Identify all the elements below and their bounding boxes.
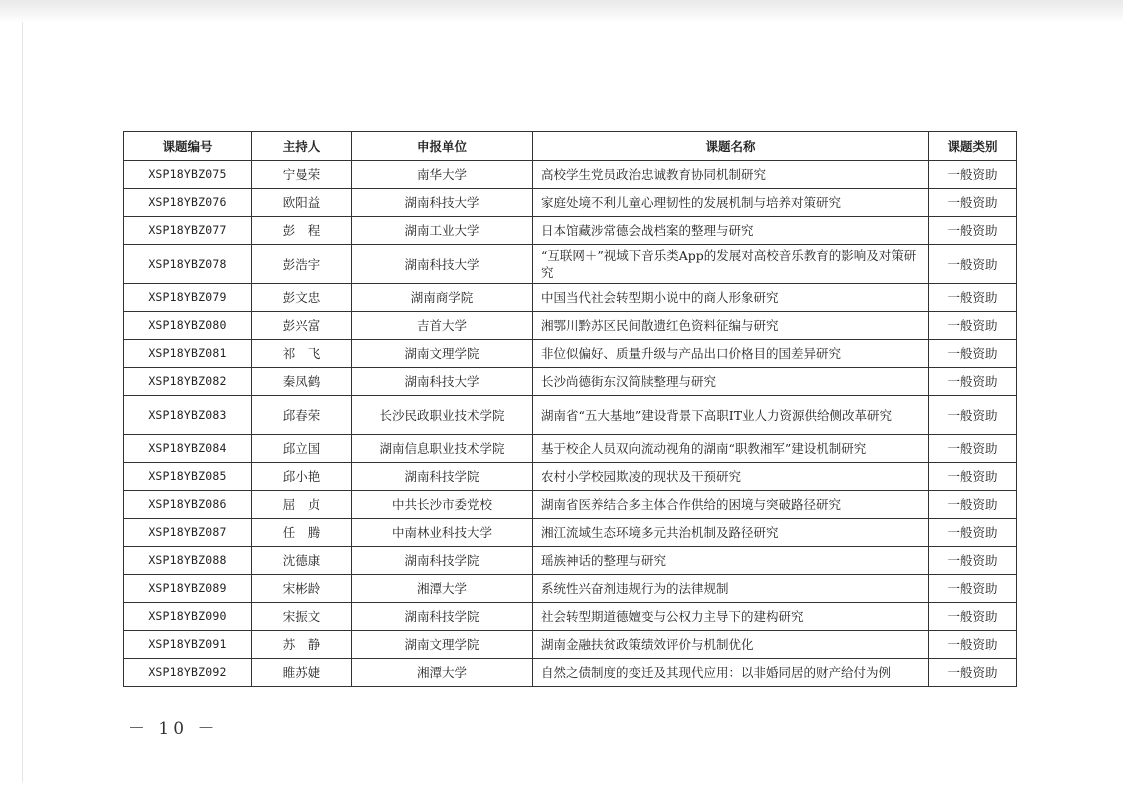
cell-title: 非位似偏好、质量升级与产品出口价格目的国差异研究 [533, 340, 929, 368]
cell-title: 高校学生党员政治忠诚教育协同机制研究 [533, 161, 929, 189]
cell-title: 日本馆藏涉常德会战档案的整理与研究 [533, 217, 929, 245]
cell-code: XSP18YBZ080 [124, 312, 252, 340]
cell-title: 湖南金融扶贫政策绩效评价与机制优化 [533, 631, 929, 659]
cell-host: 睢苏婕 [252, 659, 352, 687]
cell-unit: 湖南商学院 [352, 284, 533, 312]
cell-code: XSP18YBZ081 [124, 340, 252, 368]
cell-code: XSP18YBZ077 [124, 217, 252, 245]
table-row [124, 575, 1017, 603]
cell-code: XSP18YBZ088 [124, 547, 252, 575]
cell-unit: 吉首大学 [352, 312, 533, 340]
cell-category: 一般资助 [929, 189, 1017, 217]
cell-code: XSP18YBZ086 [124, 491, 252, 519]
cell-host: 欧阳益 [252, 189, 352, 217]
cell-category: 一般资助 [929, 312, 1017, 340]
table-row [124, 435, 1017, 463]
cell-unit: 湖南科技大学 [352, 368, 533, 396]
cell-code: XSP18YBZ075 [124, 161, 252, 189]
cell-host: 邱立国 [252, 435, 352, 463]
table-row [124, 340, 1017, 368]
cell-category: 一般资助 [929, 368, 1017, 396]
table-row [124, 519, 1017, 547]
cell-unit: 湖南工业大学 [352, 217, 533, 245]
cell-category: 一般资助 [929, 463, 1017, 491]
cell-host: 邱小艳 [252, 463, 352, 491]
cell-host: 任 腾 [252, 519, 352, 547]
cell-host: 秦凤鹤 [252, 368, 352, 396]
cell-category: 一般资助 [929, 161, 1017, 189]
cell-title: 湘鄂川黔苏区民间散遗红色资料征编与研究 [533, 312, 929, 340]
cell-unit: 湖南信息职业技术学院 [352, 435, 533, 463]
cell-code: XSP18YBZ091 [124, 631, 252, 659]
table-row [124, 547, 1017, 575]
cell-host: 屈 贞 [252, 491, 352, 519]
cell-host: 彭兴富 [252, 312, 352, 340]
header-unit: 申报单位 [352, 132, 533, 161]
header-host: 主持人 [252, 132, 352, 161]
cell-code: XSP18YBZ090 [124, 603, 252, 631]
cell-unit: 湖南科技大学 [352, 189, 533, 217]
cell-code: XSP18YBZ082 [124, 368, 252, 396]
cell-category: 一般资助 [929, 631, 1017, 659]
cell-title: 社会转型期道德嬗变与公权力主导下的建构研究 [533, 603, 929, 631]
cell-title: 中国当代社会转型期小说中的商人形象研究 [533, 284, 929, 312]
cell-code: XSP18YBZ092 [124, 659, 252, 687]
cell-title: 湖南省“五大基地”建设背景下高职IT业人力资源供给侧改革研究 [533, 396, 929, 435]
cell-code: XSP18YBZ085 [124, 463, 252, 491]
cell-unit: 湘潭大学 [352, 575, 533, 603]
table-row [124, 368, 1017, 396]
cell-unit: 湖南科技学院 [352, 603, 533, 631]
table-row [124, 603, 1017, 631]
table-row [124, 659, 1017, 687]
cell-host: 宁曼荣 [252, 161, 352, 189]
cell-unit: 长沙民政职业技术学院 [352, 396, 533, 435]
cell-host: 宋振文 [252, 603, 352, 631]
cell-title: 家庭处境不利儿童心理韧性的发展机制与培养对策研究 [533, 189, 929, 217]
table-row [124, 284, 1017, 312]
cell-title: “互联网＋”视域下音乐类App的发展对高校音乐教育的影响及对策研究 [533, 245, 929, 284]
cell-unit: 湘潭大学 [352, 659, 533, 687]
cell-unit: 中共长沙市委党校 [352, 491, 533, 519]
table-row [124, 189, 1017, 217]
cell-title: 瑶族神话的整理与研究 [533, 547, 929, 575]
cell-category: 一般资助 [929, 340, 1017, 368]
cell-unit: 南华大学 [352, 161, 533, 189]
cell-category: 一般资助 [929, 491, 1017, 519]
cell-unit: 湖南科技大学 [352, 245, 533, 284]
header-code: 课题编号 [124, 132, 252, 161]
cell-title: 基于校企人员双向流动视角的湖南“职教湘军”建设机制研究 [533, 435, 929, 463]
table-row [124, 217, 1017, 245]
cell-host: 苏 静 [252, 631, 352, 659]
cell-code: XSP18YBZ076 [124, 189, 252, 217]
cell-unit: 中南林业科技大学 [352, 519, 533, 547]
cell-category: 一般资助 [929, 659, 1017, 687]
cell-category: 一般资助 [929, 396, 1017, 435]
cell-category: 一般资助 [929, 603, 1017, 631]
cell-unit: 湖南科技学院 [352, 463, 533, 491]
cell-title: 自然之债制度的变迁及其现代应用：以非婚同居的财产给付为例 [533, 659, 929, 687]
project-table [123, 131, 1017, 687]
cell-code: XSP18YBZ089 [124, 575, 252, 603]
scan-edge-top [0, 0, 1123, 22]
cell-title: 农村小学校园欺凌的现状及干预研究 [533, 463, 929, 491]
cell-unit: 湖南科技学院 [352, 547, 533, 575]
scan-edge-left [22, 22, 23, 782]
cell-category: 一般资助 [929, 284, 1017, 312]
cell-code: XSP18YBZ087 [124, 519, 252, 547]
cell-unit: 湖南文理学院 [352, 631, 533, 659]
table-row [124, 245, 1017, 284]
cell-host: 彭文忠 [252, 284, 352, 312]
cell-category: 一般资助 [929, 217, 1017, 245]
table-row [124, 491, 1017, 519]
cell-code: XSP18YBZ083 [124, 396, 252, 435]
cell-title: 系统性兴奋剂违规行为的法律规制 [533, 575, 929, 603]
cell-category: 一般资助 [929, 245, 1017, 284]
cell-host: 沈德康 [252, 547, 352, 575]
table-row [124, 396, 1017, 435]
table-row [124, 312, 1017, 340]
cell-category: 一般资助 [929, 575, 1017, 603]
cell-code: XSP18YBZ084 [124, 435, 252, 463]
cell-category: 一般资助 [929, 435, 1017, 463]
cell-unit: 湖南文理学院 [352, 340, 533, 368]
table-row [124, 161, 1017, 189]
header-category: 课题类别 [929, 132, 1017, 161]
project-table-container [123, 131, 1016, 687]
cell-host: 彭浩宇 [252, 245, 352, 284]
header-title: 课题名称 [533, 132, 929, 161]
cell-host: 宋彬龄 [252, 575, 352, 603]
cell-title: 长沙尚德街东汉简牍整理与研究 [533, 368, 929, 396]
table-row [124, 463, 1017, 491]
cell-host: 邱春荣 [252, 396, 352, 435]
cell-title: 湘江流域生态环境多元共治机制及路径研究 [533, 519, 929, 547]
table-row [124, 631, 1017, 659]
table-header-row [124, 132, 1017, 161]
cell-code: XSP18YBZ078 [124, 245, 252, 284]
cell-host: 彭 程 [252, 217, 352, 245]
cell-category: 一般资助 [929, 547, 1017, 575]
cell-category: 一般资助 [929, 519, 1017, 547]
cell-host: 祁 飞 [252, 340, 352, 368]
cell-title: 湖南省医养结合多主体合作供给的困境与突破路径研究 [533, 491, 929, 519]
cell-code: XSP18YBZ079 [124, 284, 252, 312]
page-number: － 10 － [128, 719, 219, 739]
